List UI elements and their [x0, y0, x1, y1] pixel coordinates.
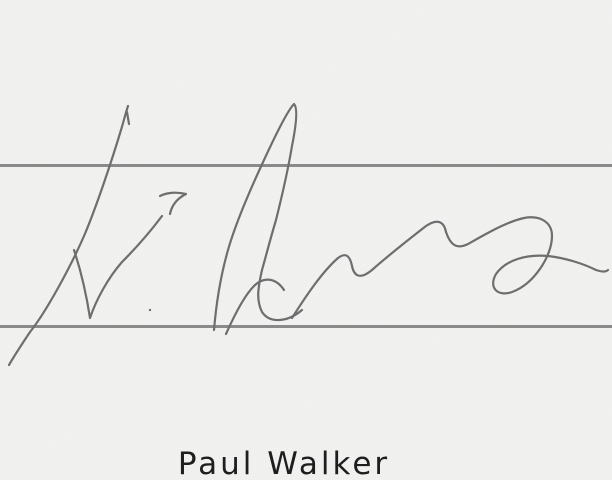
signer-name [0, 446, 612, 480]
signature-stroke-waves [292, 217, 608, 318]
signature-stroke-hook [127, 112, 129, 124]
signature-stroke-v [74, 216, 162, 318]
signature-dot [149, 309, 151, 311]
signature-stroke-loop [214, 104, 302, 330]
signature-stroke-connector [226, 280, 284, 334]
signature-stroke-first [9, 106, 128, 365]
signer-name-text: Paul Walker [177, 446, 391, 480]
signature-stroke-tick [160, 193, 186, 214]
